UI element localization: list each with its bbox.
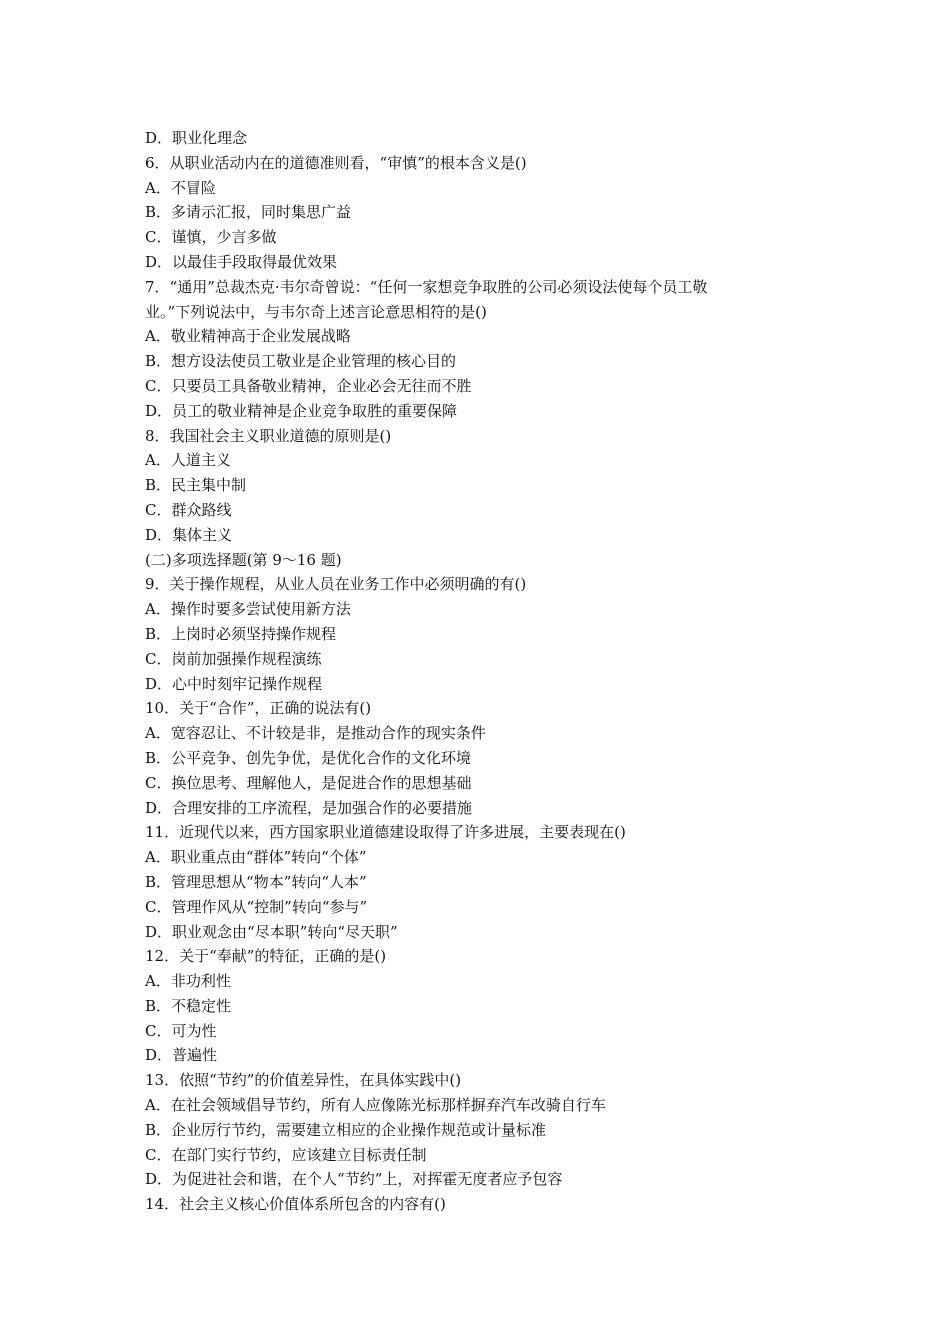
option-d-line: D．普遍性 bbox=[145, 1046, 218, 1065]
option-d-line: D．以最佳手段取得最优效果 bbox=[145, 252, 338, 271]
option-c-line: C．在部门实行节约，应该建立目标责任制 bbox=[145, 1145, 427, 1164]
option-b-line: B．企业厉行节约，需要建立相应的企业操作规范或计量标准 bbox=[145, 1120, 547, 1139]
question-8: 8．我国社会主义职业道德的原则是() bbox=[145, 426, 392, 445]
option-d-line: D．合理安排的工序流程，是加强合作的必要措施 bbox=[145, 798, 473, 817]
option-a-line: A．不冒险 bbox=[145, 178, 216, 197]
question-10: 10．关于“合作”，正确的说法有() bbox=[145, 699, 372, 718]
question-6: 6．从职业活动内在的道德准则看，“审慎”的根本含义是() bbox=[145, 153, 527, 172]
option-b-line: B．多请示汇报，同时集思广益 bbox=[145, 203, 352, 222]
option-d-line: D．为促进社会和谐，在个人“节约”上，对挥霍无度者应予包容 bbox=[145, 1170, 563, 1189]
option-b-line: B．上岗时必须坚持操作规程 bbox=[145, 624, 337, 643]
question-text-block bbox=[145, 126, 825, 1217]
option-b-line: B．管理思想从“物本”转向“人本” bbox=[145, 872, 367, 891]
option-b-line: B．民主集中制 bbox=[145, 476, 247, 495]
option-d-line: D．职业化理念 bbox=[145, 129, 248, 147]
option-a-line: A．敬业精神高于企业发展战略 bbox=[145, 327, 351, 346]
option-a-line: A．职业重点由“群体”转向“个体” bbox=[145, 848, 367, 867]
option-c-line: C．只要员工具备敬业精神，企业必会无往而不胜 bbox=[145, 376, 472, 395]
option-d-line: D．员工的敬业精神是企业竞争取胜的重要保障 bbox=[145, 401, 458, 420]
question-7-line-2: 业。”下列说法中，与韦尔奇上述言论意思相符的是() bbox=[145, 302, 487, 321]
question-13: 13．依照“节约”的价值差异性，在具体实践中() bbox=[145, 1071, 462, 1090]
option-b-line: B．公平竞争、创先争优，是优化合作的文化环境 bbox=[145, 748, 472, 767]
option-a-line: A．在社会领域倡导节约，所有人应像陈光标那样摒弃汽车改骑自行车 bbox=[145, 1096, 606, 1115]
section-heading: (二)多项选择题(第 9～16 题) bbox=[145, 550, 342, 569]
question-7-line-1: 7．“通用”总裁杰克·韦尔奇曾说：“任何一家想竞争取胜的公司必须设法使每个员工敬 bbox=[145, 277, 708, 296]
option-b-line: B．想方设法使员工敬业是企业管理的核心目的 bbox=[145, 352, 457, 371]
option-c-line: C．群众路线 bbox=[145, 500, 232, 519]
option-a-line: A．人道主义 bbox=[145, 451, 231, 470]
option-b-line: B．不稳定性 bbox=[145, 996, 232, 1015]
option-c-line: C．谨慎，少言多做 bbox=[145, 228, 277, 247]
option-d-line: D．心中时刻牢记操作规程 bbox=[145, 674, 323, 693]
option-d-line: D．集体主义 bbox=[145, 525, 233, 544]
question-9: 9．关于操作规程，从业人员在业务工作中必须明确的有() bbox=[145, 575, 527, 594]
question-11: 11．近现代以来，西方国家职业道德建设取得了许多进展，主要表现在() bbox=[145, 823, 626, 842]
option-c-line: C．可为性 bbox=[145, 1021, 217, 1040]
question-12: 12．关于“奉献”的特征，正确的是() bbox=[145, 947, 387, 966]
option-a-line: A．宽容忍让、不计较是非，是推动合作的现实条件 bbox=[145, 724, 486, 743]
option-a-line: A．非功利性 bbox=[145, 972, 231, 991]
option-a-line: A．操作时要多尝试使用新方法 bbox=[145, 600, 351, 619]
option-c-line: C．管理作风从“控制”转向“参与” bbox=[145, 897, 368, 916]
option-d-line: D．职业观念由“尽本职”转向“尽天职” bbox=[145, 922, 398, 941]
option-c-line: C．换位思考、理解他人，是促进合作的思想基础 bbox=[145, 773, 472, 792]
option-c-line: C．岗前加强操作规程演练 bbox=[145, 649, 322, 668]
question-14: 14．社会主义核心价值体系所包含的内容有() bbox=[145, 1195, 446, 1214]
